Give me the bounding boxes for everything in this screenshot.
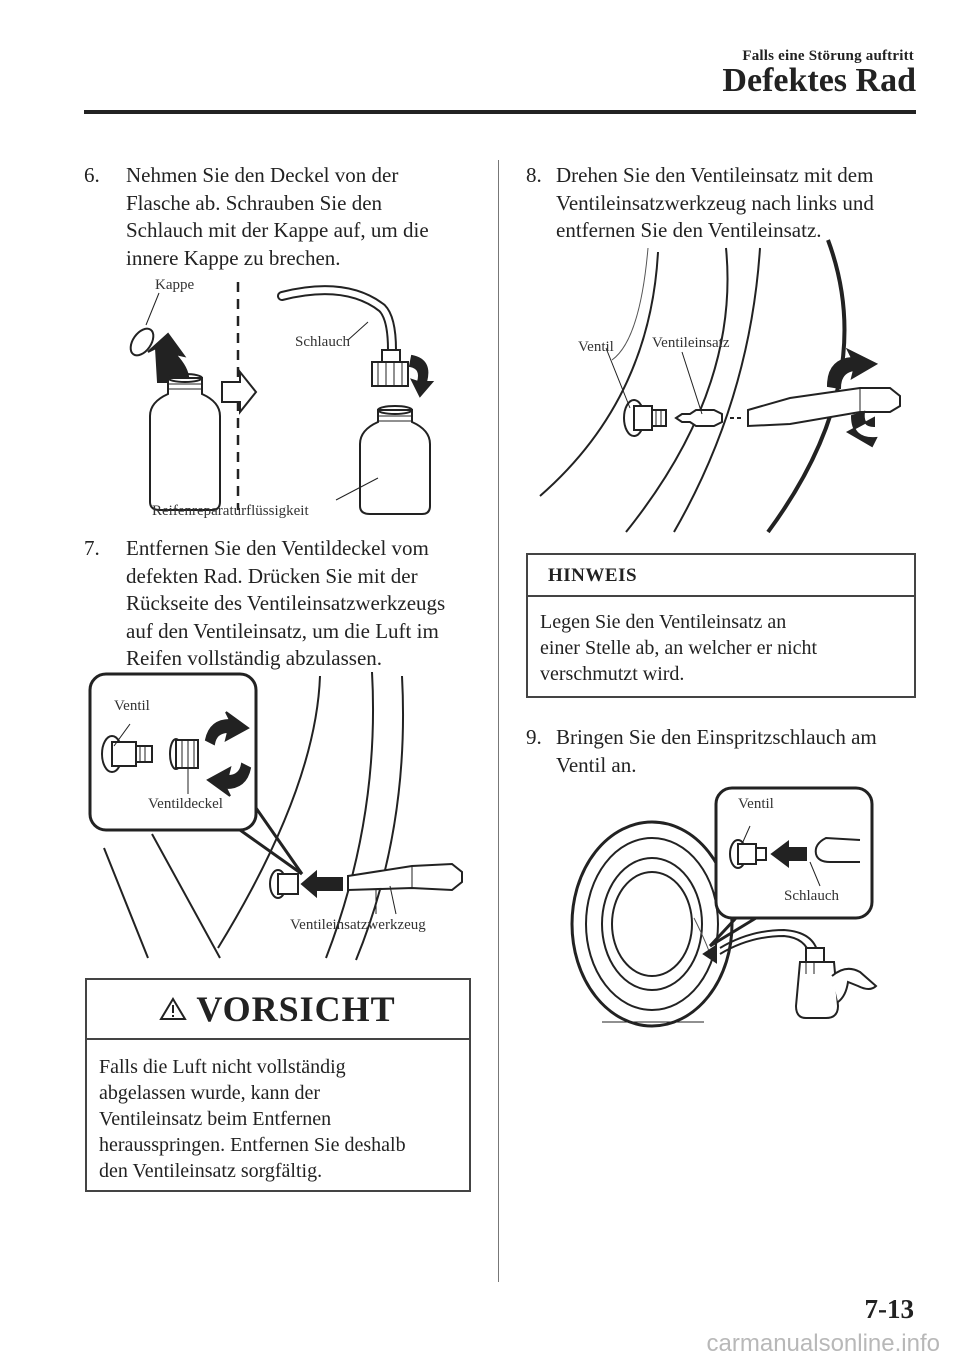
caution-line: Falls die Luft nicht vollständig	[99, 1056, 346, 1078]
step-line: entfernen Sie den Ventileinsatz.	[556, 218, 822, 242]
valve-tool	[348, 864, 462, 890]
step-line: Reifen vollständig abzulassen.	[126, 646, 383, 670]
label-fluid: Reifenreparaturflüssigkeit	[152, 503, 309, 519]
page-title: Defektes Rad	[722, 62, 916, 99]
bottle-right	[360, 410, 430, 514]
push-arrow-icon	[302, 872, 342, 896]
step-line: Flasche ab. Schrauben Sie den	[126, 190, 383, 215]
label-einsatz: Ventileinsatz	[652, 335, 730, 351]
section-title: Falls eine Störung auftritt	[742, 48, 914, 64]
step-line: innere Kappe zu brechen.	[126, 245, 341, 270]
page-number: 7-13	[864, 1294, 914, 1324]
label-kappe: Kappe	[155, 277, 195, 293]
step-number: 7.	[84, 536, 100, 560]
step-number: 9.	[526, 725, 542, 749]
caution-line: abgelassen wurde, kann der	[99, 1082, 321, 1104]
figure-attach-hose	[570, 786, 890, 1026]
step-number: 8.	[526, 163, 542, 187]
step-line: Rückseite des Ventileinsatzwerkzeugs	[126, 591, 446, 615]
caution-title: VORSICHT	[196, 989, 396, 1029]
label-ventil: Ventil	[578, 339, 614, 355]
label-tool: Ventileinsatzwerkzeug	[290, 917, 426, 933]
valve-core	[676, 410, 722, 426]
step-line: Drehen Sie den Ventileinsatz mit dem	[556, 163, 874, 187]
bottle	[796, 962, 838, 1018]
note-box	[526, 553, 916, 698]
step-line: defekten Rad. Drücken Sie mit der	[126, 563, 418, 588]
note-title: HINWEIS	[528, 555, 914, 597]
step-line: Ventil an.	[556, 752, 637, 777]
label-ventildeckel: Ventildeckel	[148, 796, 223, 812]
hose	[720, 936, 810, 956]
step-line: Nehmen Sie den Deckel von der	[126, 163, 399, 187]
header-rule	[84, 110, 916, 114]
label-ventil: Ventil	[114, 698, 150, 714]
label-ventil: Ventil	[738, 796, 774, 812]
caution-line: den Ventileinsatz sorgfältig.	[99, 1160, 323, 1182]
label-schlauch: Schlauch	[295, 334, 350, 350]
hand	[832, 969, 876, 1002]
step-line: Entfernen Sie den Ventildeckel vom	[126, 536, 429, 560]
valve-cap	[176, 740, 198, 768]
bottle-left	[150, 378, 220, 510]
figure-valve-core	[530, 240, 920, 540]
warning-icon	[160, 997, 186, 1021]
watermark: carmanualsonline.info	[706, 1330, 940, 1357]
caution-box	[85, 978, 471, 1192]
label-schlauch: Schlauch	[784, 888, 839, 904]
figure-bottle-hose	[120, 270, 460, 530]
cap-ring-icon	[126, 325, 158, 360]
step-line: auf den Ventileinsatz, um die Luft im	[126, 618, 439, 643]
column-divider	[498, 160, 499, 1282]
caution-line: Ventileinsatz beim Entfernen	[99, 1108, 332, 1130]
tire	[572, 822, 732, 1026]
hose-end	[816, 838, 860, 862]
valve-tool	[748, 388, 900, 426]
next-arrow-icon	[222, 372, 256, 412]
note-line: Legen Sie den Ventileinsatz an	[540, 611, 787, 633]
step-line: Ventileinsatzwerkzeug nach links und	[556, 190, 874, 215]
step-number: 6.	[84, 163, 100, 187]
note-line: einer Stelle ab, an welcher er nicht	[540, 637, 818, 659]
rotate-arrow-icon	[410, 356, 432, 396]
step-line: Bringen Sie den Einspritzschlauch am	[556, 725, 877, 749]
step-line: Schlauch mit der Kappe auf, um die	[126, 218, 429, 242]
hose-cap	[372, 362, 408, 386]
caution-line: herausspringen. Entfernen Sie deshalb	[99, 1134, 406, 1156]
note-line: verschmutzt wird.	[540, 663, 685, 685]
